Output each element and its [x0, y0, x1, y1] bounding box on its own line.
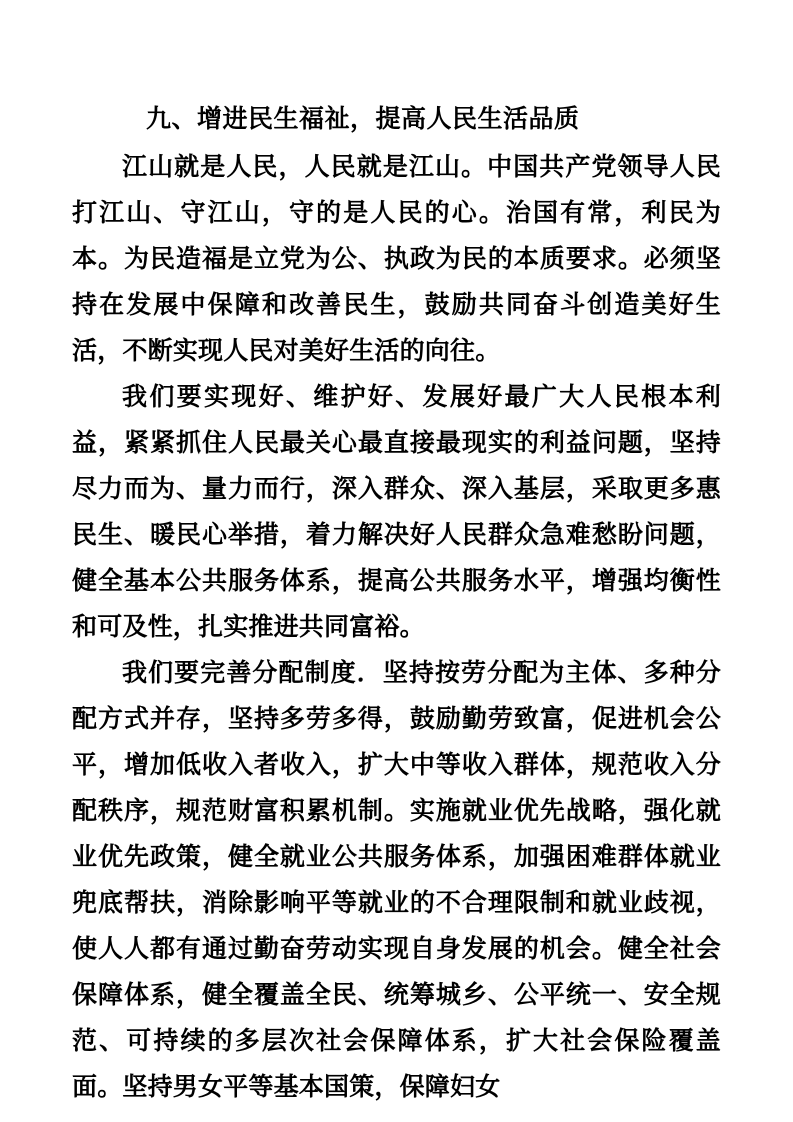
paragraph: 我们要完善分配制度．坚持按劳分配为主体、多种分配方式并存，坚持多劳多得，鼓励勤劳致富，促进机会公平，增加低收入者收入，扩大中等收入群体，规范收入分配秩序，规范财富积累机制。实施就业优先战略，强化就业优先政策，健全就业公共服务体系，加强困难群体就业兜底帮扶，消除影响平等就业的不合理限制和就业歧视，使人人都有通过勤奋劳动实现自身发展的机会。健全社会保障体系，健全覆盖全民、统筹城乡、公平统一、安全规范、可持续的多层次社会保障体系，扩大社会保险覆盖面。坚持男女平等基本国策，保障妇女	[72, 657, 721, 1101]
page-title: 九、增进民生福祉，提高人民生活品质	[146, 104, 580, 133]
paragraph: 江山就是人民，人民就是江山。中国共产党领导人民打江山、守江山，守的是人民的心。治国有常，利民为本。为民造福是立党为公、执政为民的本质要求。必须坚持在发展中保障和改善民生，鼓励共同奋斗创造美好生活，不断实现人民对美好生活的向往。	[72, 151, 721, 365]
document-body	[72, 144, 721, 1110]
paragraph: 我们要实现好、维护好、发展好最广大人民根本利益，紧紧抓住人民最关心最直接最现实的利益问题，坚持尽力而为、量力而行，深入群众、深入基层，采取更多惠民生、暖民心举措，着力解决好人民群众急难愁盼问题，健全基本公共服务体系，提高公共服务水平，增强均衡性和可及性，扎实推进共同富裕。	[72, 381, 721, 641]
